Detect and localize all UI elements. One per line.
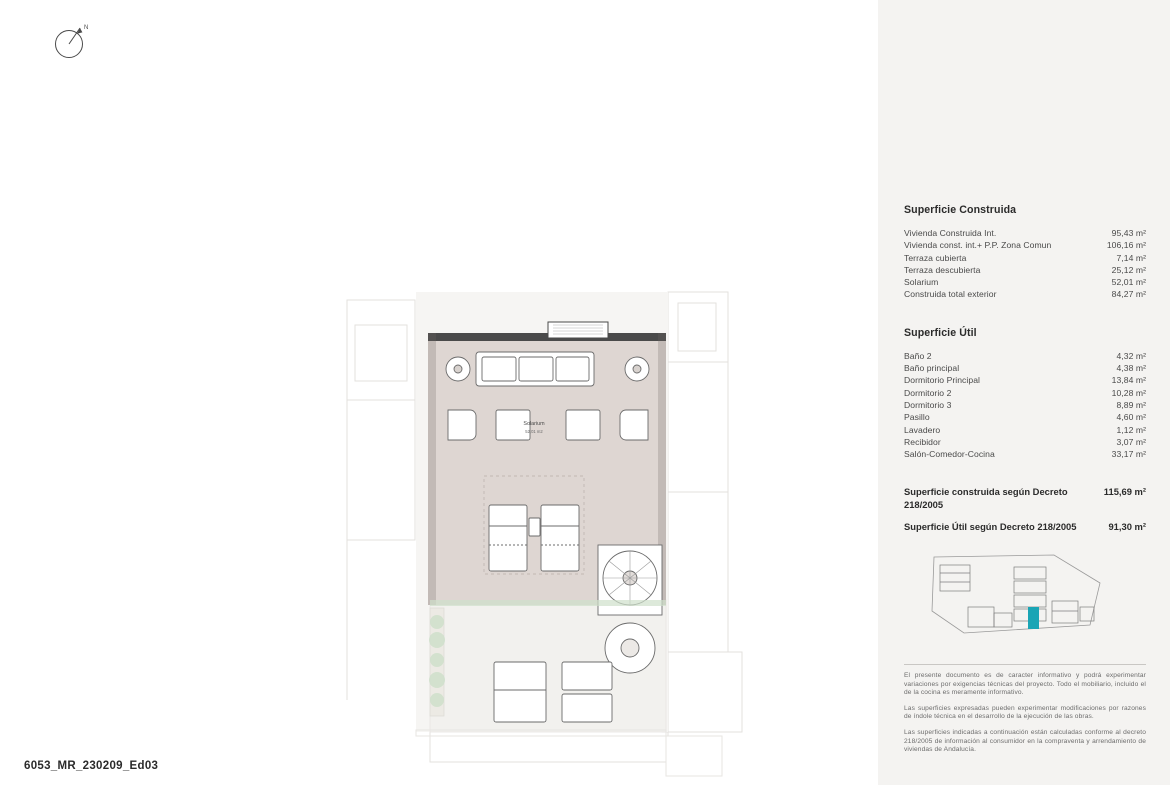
- table-row: [904, 276, 1146, 288]
- built-surface-table: [904, 227, 1146, 301]
- row-value: 25,12 m²: [1111, 264, 1146, 275]
- legal-paragraph: El presente documento es de caracter informativo y podrá experimentar variaciones por exigencias técnicas del proyecto. Todo el mobiliario, incluido el de la cocina es meramente informativo.: [904, 672, 1146, 697]
- built-surface-title: Superficie Construida: [904, 204, 1017, 216]
- top-wall: [428, 333, 666, 341]
- document-code: 6053_MR_230209_Ed03: [24, 760, 159, 772]
- row-value: 3,07 m²: [1116, 436, 1146, 447]
- lounge-furniture: [476, 352, 594, 386]
- table-row: [904, 411, 1146, 423]
- highlighted-unit: [1028, 607, 1039, 629]
- legal-paragraph: Las superficies indicadas a continuación están calculadas conforme al decreto 218/2005 de información al consumidor en la compraventa y arrendamiento de viviendas de Andalucía.: [904, 728, 1146, 754]
- table-row: [904, 288, 1146, 300]
- table-row: [904, 436, 1146, 448]
- useful-surface-title: Superficie Útil: [904, 326, 977, 339]
- row-value: 13,84 m²: [1111, 375, 1146, 386]
- row-label: Solarium: [904, 277, 939, 288]
- row-value: 4,38 m²: [1116, 363, 1146, 374]
- summary-row: [904, 521, 1146, 534]
- row-label: Recibidor: [904, 436, 941, 447]
- row-label: Vivienda Construida Int.: [904, 228, 997, 238]
- table-row: [904, 239, 1146, 251]
- summary-label: Superficie construida según Decreto 218/2005: [904, 486, 1068, 511]
- row-value: 8,89 m²: [1116, 399, 1146, 410]
- table-row: [904, 424, 1146, 436]
- row-value: 95,43 m²: [1111, 228, 1146, 238]
- row-value: 106,16 m²: [1106, 240, 1146, 251]
- row-value: 1,12 m²: [1116, 424, 1146, 435]
- row-label: Vivienda const. int.+ P.P. Zona Comun: [904, 240, 1052, 251]
- row-label: Lavadero: [904, 424, 941, 435]
- summary-value: 115,69 m²: [1103, 486, 1146, 498]
- row-label: Baño principal: [904, 363, 960, 374]
- row-label: Pasillo: [904, 412, 930, 423]
- row-label: Salón-Comedor-Cocina: [904, 449, 995, 460]
- site-key-plan: [904, 549, 1144, 645]
- table-row: [904, 399, 1146, 411]
- row-value: 4,60 m²: [1116, 412, 1146, 423]
- solarium-area-label: 52,01 m2: [525, 429, 543, 434]
- row-value: 7,14 m²: [1116, 252, 1146, 263]
- summary-label: Superficie Útil según Decreto 218/2005: [904, 520, 1077, 532]
- row-label: Dormitorio Principal: [904, 375, 980, 386]
- summary-value: 91,30 m²: [1108, 520, 1146, 532]
- table-row: [904, 350, 1146, 362]
- row-label: Construida total exterior: [904, 289, 997, 300]
- row-label: Terraza cubierta: [904, 252, 967, 263]
- legal-disclaimer: [904, 664, 1146, 762]
- table-row: [904, 252, 1146, 264]
- useful-surface-table: [904, 350, 1146, 461]
- solarium-label: Solarium: [523, 421, 545, 427]
- pergola-element: [548, 322, 608, 338]
- summary-row: [904, 486, 1146, 511]
- row-value: 10,28 m²: [1111, 387, 1146, 398]
- compass-north-label: N: [84, 25, 89, 31]
- legal-paragraph: Las superficies expresadas pueden experimentar modificaciones por razones de índole técnica en el desarrollo de la ejecución de las obras.: [904, 704, 1146, 721]
- row-value: 4,32 m²: [1116, 350, 1146, 361]
- row-value: 33,17 m²: [1111, 449, 1146, 460]
- table-row: [904, 448, 1146, 460]
- info-panel: [878, 0, 1170, 785]
- row-label: Terraza descubierta: [904, 264, 981, 275]
- row-value: 52,01 m²: [1111, 277, 1146, 288]
- table-row: [904, 227, 1146, 239]
- row-label: Dormitorio 3: [904, 399, 952, 410]
- table-row: [904, 264, 1146, 276]
- table-row: [904, 387, 1146, 399]
- row-label: Baño 2: [904, 350, 932, 361]
- summary-block: [904, 486, 1146, 533]
- row-label: Dormitorio 2: [904, 387, 952, 398]
- table-row: [904, 362, 1146, 374]
- table-row: [904, 374, 1146, 386]
- row-value: 84,27 m²: [1111, 289, 1146, 300]
